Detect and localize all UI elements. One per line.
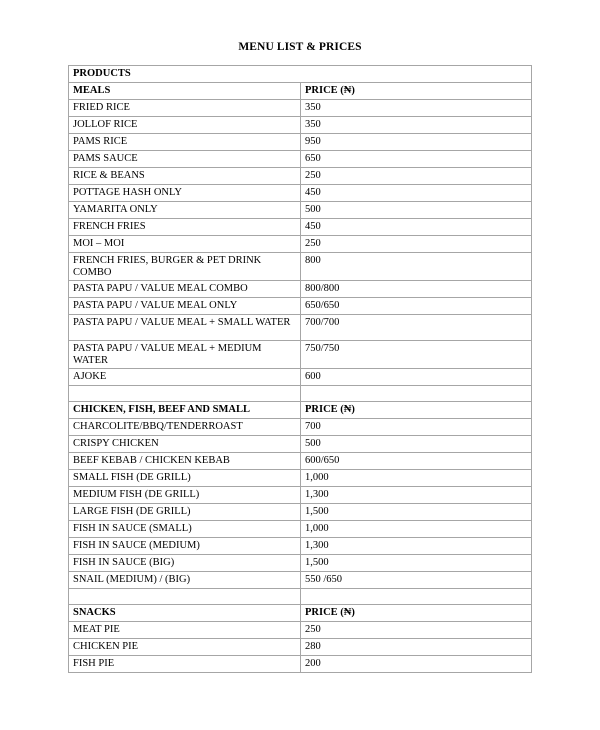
item-price: 700/700 [301, 315, 532, 341]
table-row [69, 622, 532, 639]
table-row [69, 315, 532, 341]
item-price: 1,300 [301, 538, 532, 555]
table-row [69, 185, 532, 202]
price-column-header: PRICE (₦) [301, 83, 532, 100]
table-row [69, 436, 532, 453]
table-row [69, 253, 532, 281]
table-row [69, 656, 532, 673]
table-row [69, 521, 532, 538]
item-price: 450 [301, 185, 532, 202]
item-price: 800 [301, 253, 532, 281]
table-row [69, 151, 532, 168]
table-row [69, 219, 532, 236]
table-row [69, 100, 532, 117]
item-price: 650 [301, 151, 532, 168]
item-name: JOLLOF RICE [69, 117, 301, 134]
item-price: 1,000 [301, 470, 532, 487]
spacer-row [69, 589, 532, 605]
item-price: 950 [301, 134, 532, 151]
item-price: 1,500 [301, 555, 532, 572]
item-price: 500 [301, 436, 532, 453]
table-header-row [69, 66, 532, 83]
item-price: 350 [301, 117, 532, 134]
table-row [69, 538, 532, 555]
item-price: 450 [301, 219, 532, 236]
empty-cell [301, 589, 532, 605]
item-name: CRISPY CHICKEN [69, 436, 301, 453]
item-name: PAMS SAUCE [69, 151, 301, 168]
item-name: FRIED RICE [69, 100, 301, 117]
table-row [69, 453, 532, 470]
price-column-header: PRICE (₦) [301, 605, 532, 622]
item-name: YAMARITA ONLY [69, 202, 301, 219]
table-row [69, 236, 532, 253]
item-price: 280 [301, 639, 532, 656]
item-price: 800/800 [301, 281, 532, 298]
table-row [69, 298, 532, 315]
table-row [69, 369, 532, 386]
item-price: 600 [301, 369, 532, 386]
menu-table [68, 65, 532, 673]
price-column-header: PRICE (₦) [301, 402, 532, 419]
item-name: CHICKEN PIE [69, 639, 301, 656]
item-name: SNAIL (MEDIUM) / (BIG) [69, 572, 301, 589]
products-header: PRODUCTS [69, 66, 532, 83]
section-header-row [69, 83, 532, 100]
item-name: FISH PIE [69, 656, 301, 673]
table-row [69, 202, 532, 219]
item-price: 650/650 [301, 298, 532, 315]
item-price: 600/650 [301, 453, 532, 470]
item-name: PAMS RICE [69, 134, 301, 151]
item-price: 200 [301, 656, 532, 673]
item-price: 500 [301, 202, 532, 219]
menu-table-body [69, 66, 532, 673]
item-name: FISH IN SAUCE (BIG) [69, 555, 301, 572]
item-name: RICE & BEANS [69, 168, 301, 185]
table-row [69, 572, 532, 589]
table-row [69, 504, 532, 521]
item-price: 1,500 [301, 504, 532, 521]
table-row [69, 639, 532, 656]
table-row [69, 470, 532, 487]
item-price: 550 /650 [301, 572, 532, 589]
empty-cell [69, 386, 301, 402]
item-price: 1,300 [301, 487, 532, 504]
table-row [69, 487, 532, 504]
empty-cell [69, 589, 301, 605]
item-name: MOI – MOI [69, 236, 301, 253]
section-header-row [69, 402, 532, 419]
item-name: PASTA PAPU / VALUE MEAL COMBO [69, 281, 301, 298]
table-row [69, 168, 532, 185]
table-row [69, 555, 532, 572]
table-row [69, 281, 532, 298]
section-title: SNACKS [69, 605, 301, 622]
table-row [69, 134, 532, 151]
empty-cell [301, 386, 532, 402]
item-name: FISH IN SAUCE (MEDIUM) [69, 538, 301, 555]
item-name: FRENCH FRIES [69, 219, 301, 236]
table-row [69, 419, 532, 436]
item-name: AJOKE [69, 369, 301, 386]
item-name: PASTA PAPU / VALUE MEAL + MEDIUM WATER [69, 341, 301, 369]
table-row [69, 341, 532, 369]
spacer-row [69, 386, 532, 402]
item-name: LARGE FISH (DE GRILL) [69, 504, 301, 521]
item-price: 250 [301, 622, 532, 639]
item-price: 750/750 [301, 341, 532, 369]
item-name: FRENCH FRIES, BURGER & PET DRINK COMBO [69, 253, 301, 281]
item-price: 250 [301, 236, 532, 253]
item-name: BEEF KEBAB / CHICKEN KEBAB [69, 453, 301, 470]
section-title: MEALS [69, 83, 301, 100]
section-header-row [69, 605, 532, 622]
item-name: CHARCOLITE/BBQ/TENDERROAST [69, 419, 301, 436]
item-name: MEDIUM FISH (DE GRILL) [69, 487, 301, 504]
section-title: CHICKEN, FISH, BEEF AND SMALL [69, 402, 301, 419]
item-name: PASTA PAPU / VALUE MEAL + SMALL WATER [69, 315, 301, 341]
item-price: 700 [301, 419, 532, 436]
item-price: 250 [301, 168, 532, 185]
item-name: MEAT PIE [69, 622, 301, 639]
item-name: FISH IN SAUCE (SMALL) [69, 521, 301, 538]
page-title: MENU LIST & PRICES [238, 41, 362, 53]
item-name: POTTAGE HASH ONLY [69, 185, 301, 202]
item-name: PASTA PAPU / VALUE MEAL ONLY [69, 298, 301, 315]
item-name: SMALL FISH (DE GRILL) [69, 470, 301, 487]
item-price: 350 [301, 100, 532, 117]
item-price: 1,000 [301, 521, 532, 538]
table-row [69, 117, 532, 134]
